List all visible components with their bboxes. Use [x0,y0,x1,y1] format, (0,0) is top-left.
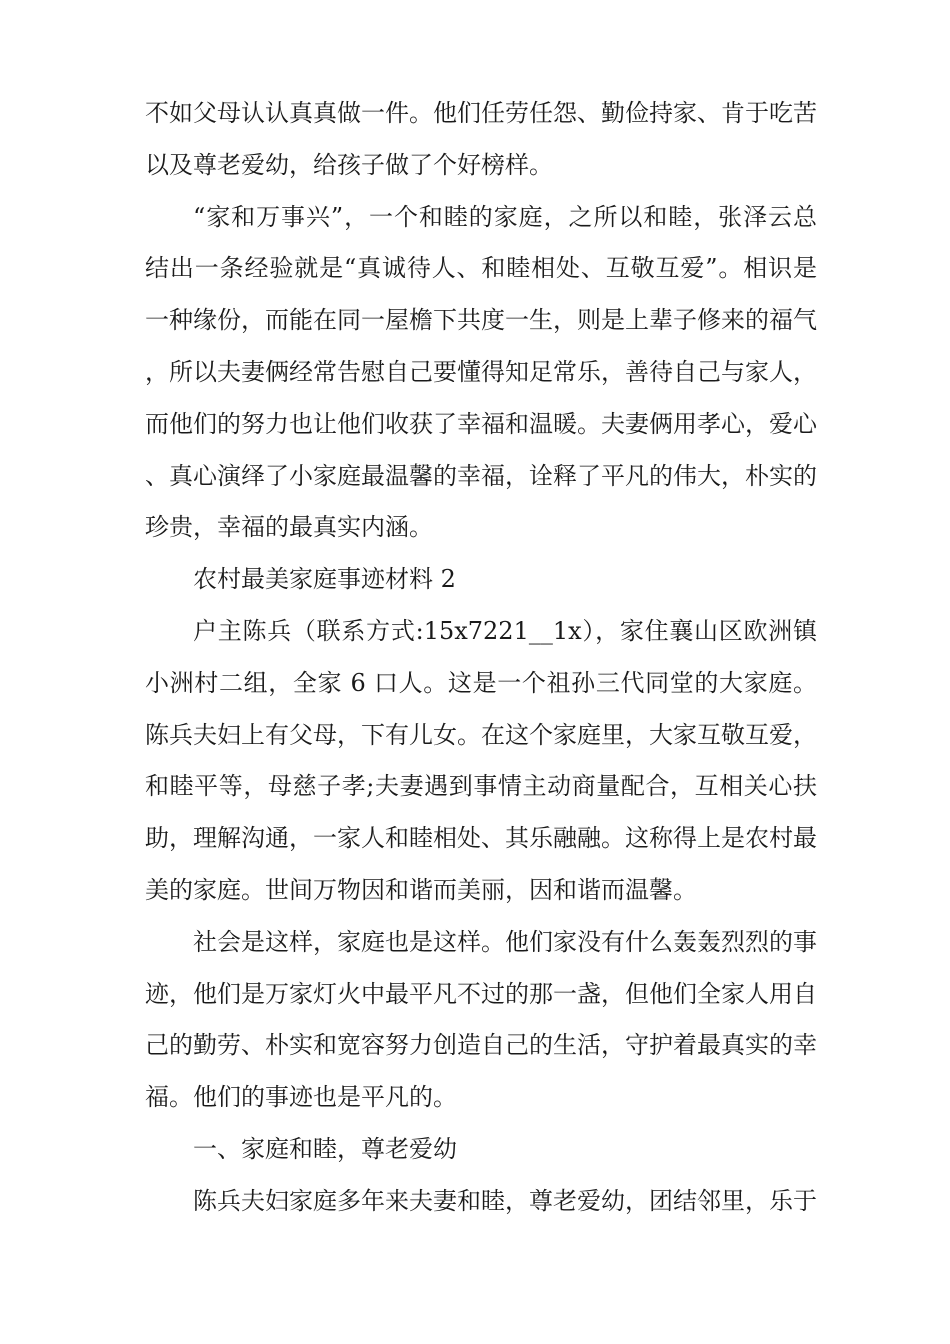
paragraph-chen-bing: 陈兵夫妇家庭多年来夫妻和睦，尊老爱幼，团结邻里，乐于 [193,1186,817,1215]
paragraph-household-intro: 户主陈兵（联系方式:15x7221__1x），家住襄山区欧洲镇小洲村二组，全家 6 口人。这是一个祖孙三代同堂的大家庭。陈兵夫妇上有父母，下有儿女。在这个家庭里，大家互敬互爱，和睦平等，母慈子孝;夫妻遇到事情主动商量配合，互相关心扶助，理解沟通，一家人和睦相处、其乐融融。这称得上是农村最美的家庭。世间万物因和谐而美丽，因和谐而温馨。 [145,616,817,904]
paragraph-continued: 不如父母认认真真做一件。他们任劳任怨、勤俭持家、肯于吃苦以及尊老爱幼，给孩子做了个好榜样。 [145,99,817,179]
section-title-material-2: 农村最美家庭事迹材料 2 [193,565,456,594]
document-body [145,88,817,1228]
paragraph-family-harmony: “家和万事兴”，一个和睦的家庭，之所以和睦，张泽云总结出一条经验就是“真诚待人、和睦相处、互敬互爱”。相识是一种缘份，而能在同一屋檐下共度一生，则是上辈子修来的福气，所以夫妻俩经常告慰自己要懂得知足常乐，善待自己与家人，而他们的努力也让他们收获了幸福和温暖。夫妻俩用孝心，爱心、真心演绎了小家庭最温馨的幸福，诠释了平凡的伟大，朴实的珍贵，幸福的最真实内涵。 [145,202,817,542]
paragraph-society: 社会是这样，家庭也是这样。他们家没有什么轰轰烈烈的事迹，他们是万家灯火中最平凡不过的那一盏，但他们全家人用自己的勤劳、朴实和宽容努力创造自己的生活，守护着最真实的幸福。他们的事迹也是平凡的。 [145,927,817,1112]
section-heading-harmony: 一、家庭和睦，尊老爱幼 [193,1134,457,1163]
